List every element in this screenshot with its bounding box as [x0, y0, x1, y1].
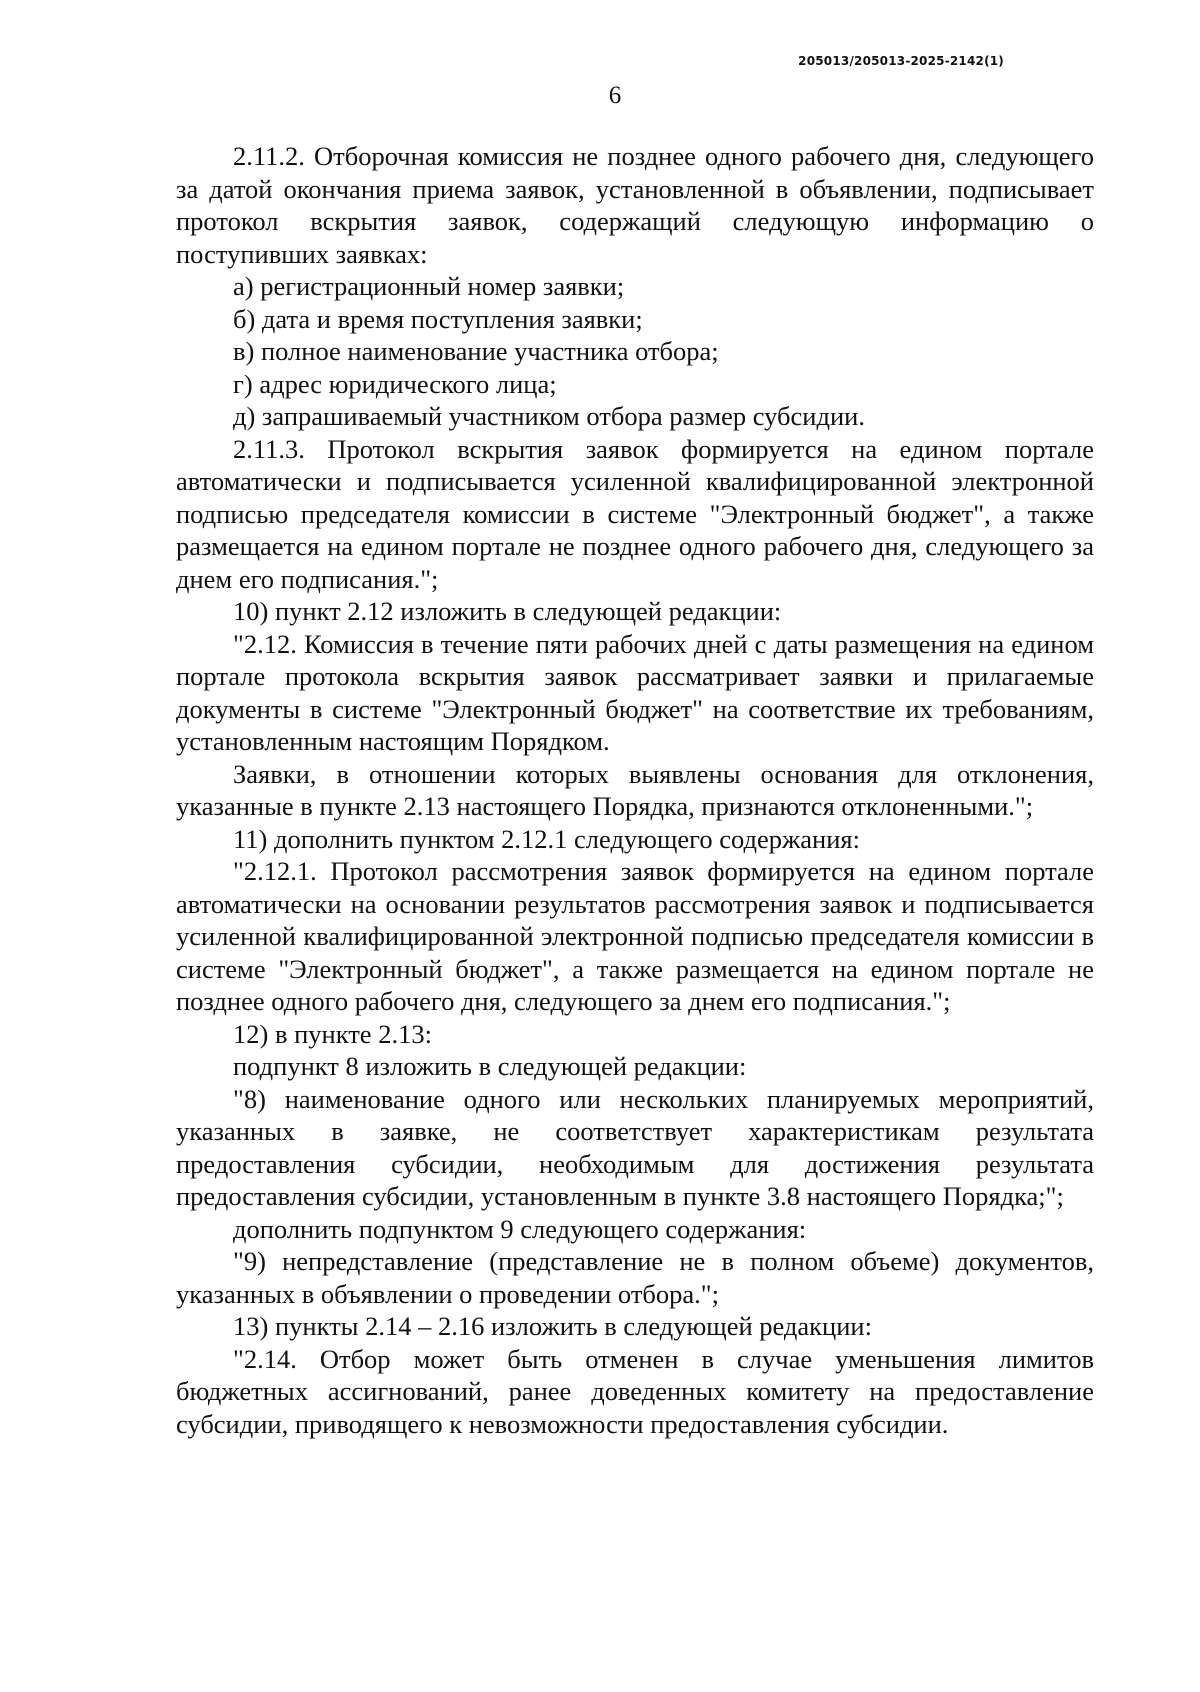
- paragraph-2-12-rejected: Заявки, в отношении которых выявлены основания для отклонения, указанные в пункте 2.13 настоящего Порядка, признаются отклоненными.";: [176, 758, 1094, 821]
- list-item-v: в) полное наименование участника отбора;: [233, 336, 719, 366]
- list-item-a: а) регистрационный номер заявки;: [233, 271, 625, 301]
- document-id: 205013/205013-2025-2142(1): [798, 54, 1004, 68]
- paragraph-2-12-1: "2.12.1. Протокол рассмотрения заявок формируется на едином портале автоматически на основании результатов рассмотрения заявок и подписывается усиленной квалифицированной электронной подписью председателя комиссии в системе "Электронный бюджет", а также размещается на едином портале не позднее одного рабочего дня, следующего за днем его подписания.";: [176, 856, 1094, 1016]
- paragraph-2-12: "2.12. Комиссия в течение пяти рабочих дней с даты размещения на едином портале протокола вскрытия заявок рассматривает заявки и прилагаемые документы в системе "Электронный бюджет" на соответствие их требованиям, установленным настоящим Порядком.: [176, 628, 1094, 756]
- list-item-d: д) запрашиваемый участником отбора размер субсидии.: [233, 401, 865, 431]
- amendment-13: 13) пункты 2.14 – 2.16 изложить в следующей редакции:: [233, 1311, 872, 1341]
- subpoint-8: "8) наименование одного или нескольких планируемых мероприятий, указанных в заявке, не соответствует характеристикам результата предоставления субсидии, необходимым для достижения результата предоставления субсидии, установленным в пункте 3.8 настоящего Порядка;";: [176, 1083, 1094, 1211]
- paragraph-2-11-3: 2.11.3. Протокол вскрытия заявок формируется на едином портале автоматически и подписывается усиленной квалифицированной электронной подписью председателя комиссии в системе "Электронный бюджет", а также размещается на едином портале не позднее одного рабочего дня, следующего за днем его подписания.";: [176, 433, 1094, 594]
- amendment-12: 12) в пункте 2.13:: [233, 1018, 432, 1049]
- subpoint-9-heading: дополнить подпунктом 9 следующего содержания:: [233, 1213, 807, 1244]
- document-body: [176, 140, 1094, 1440]
- amendment-10: 10) пункт 2.12 изложить в следующей редакции:: [233, 596, 782, 626]
- list-item-b: б) дата и время поступления заявки;: [233, 303, 643, 334]
- paragraph-2-11-2: 2.11.2. Отборочная комиссия не позднее одного рабочего дня, следующего за датой окончания приема заявок, установленной в объявлении, подписывает протокол вскрытия заявок, содержащий следующую информацию о поступивших заявках:: [176, 141, 1094, 269]
- page-number: 6: [608, 82, 622, 109]
- paragraph-2-14: "2.14. Отбор может быть отменен в случае уменьшения лимитов бюджетных ассигнований, ранее доведенных комитету на предоставление субсидии, приводящего к невозможности предоставления субсидии.: [176, 1343, 1094, 1439]
- amendment-11: 11) дополнить пунктом 2.12.1 следующего содержания:: [233, 823, 860, 854]
- list-item-g: г) адрес юридического лица;: [233, 368, 557, 399]
- subpoint-8-heading: подпункт 8 изложить в следующей редакции:: [233, 1051, 747, 1081]
- subpoint-9: "9) непредставление (представление не в полном объеме) документов, указанных в объявлении о проведении отбора.";: [176, 1246, 1094, 1309]
